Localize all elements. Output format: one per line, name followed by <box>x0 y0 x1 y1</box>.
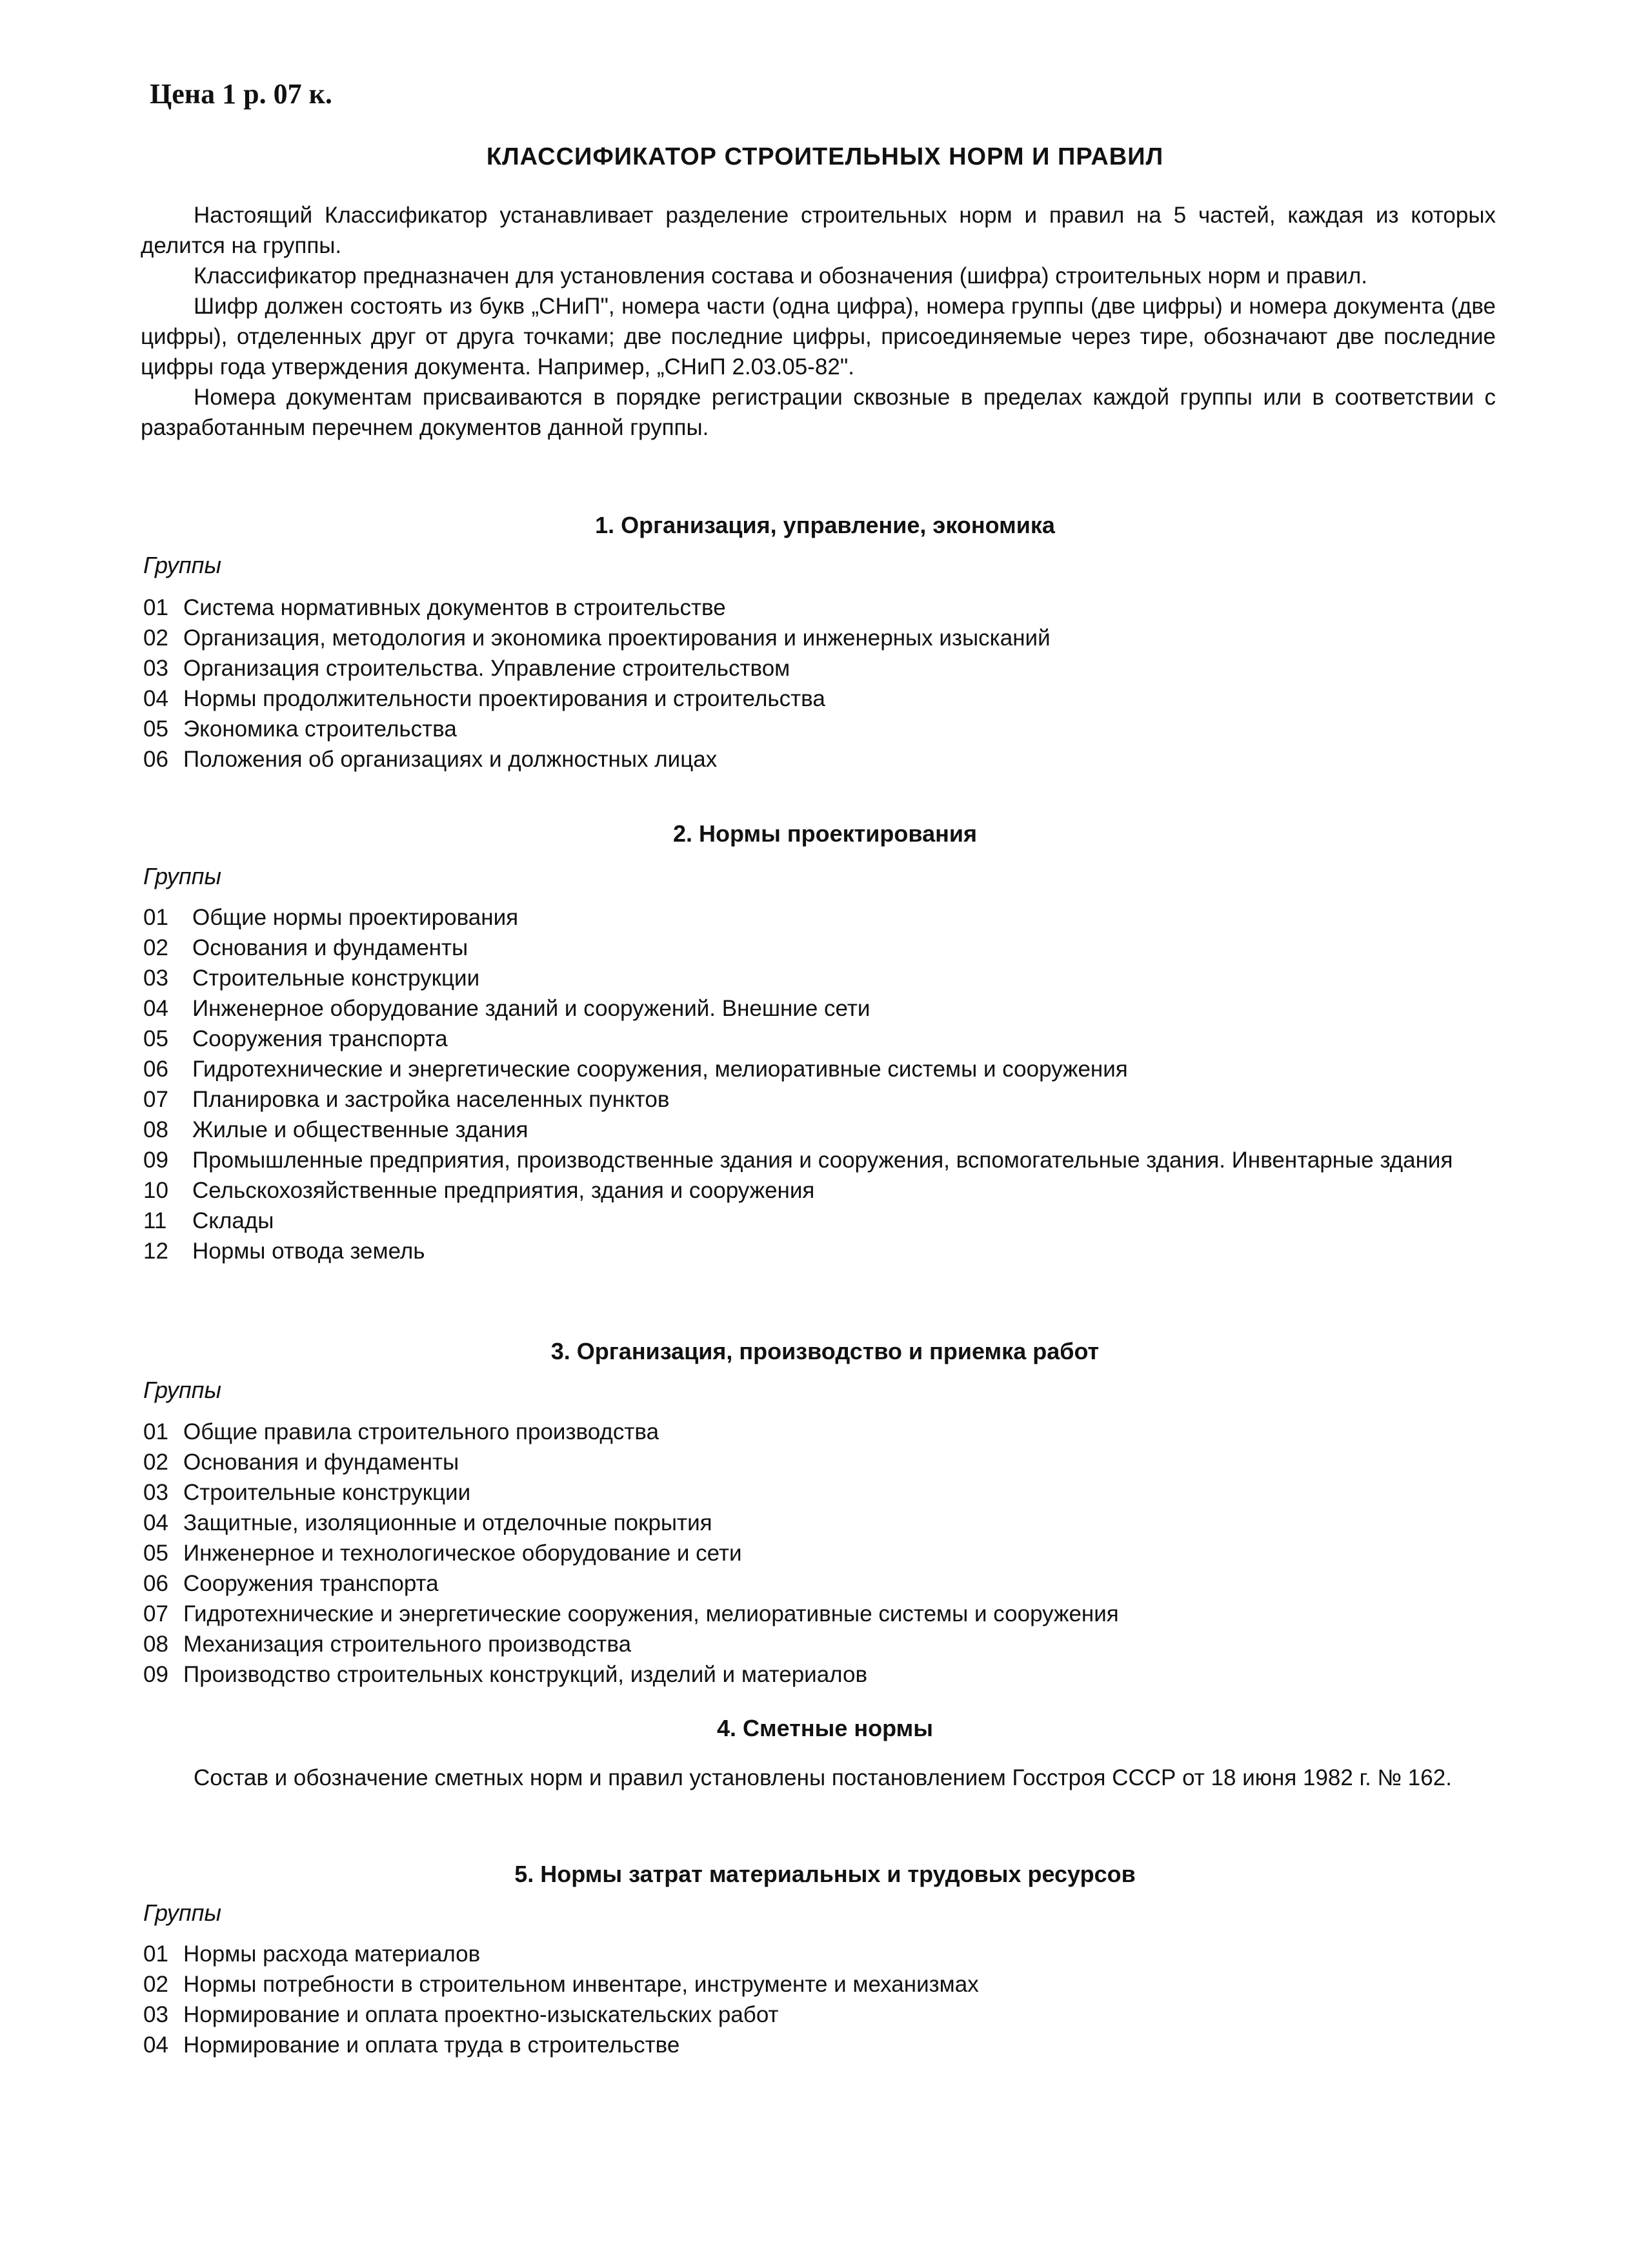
intro-paragraph: Классификатор предназначен для установления состава и обозначения (шифра) строительных норм и правил. <box>194 263 1368 289</box>
group-code: 01 <box>143 595 168 620</box>
group-title: Система нормативных документов в строительстве <box>183 595 726 620</box>
group-title: Экономика строительства <box>183 716 457 742</box>
group-code: 11 <box>143 1208 167 1233</box>
group-title: Основания и фундаменты <box>192 935 468 960</box>
groups-label: Группы <box>143 863 221 889</box>
group-code: 02 <box>143 1450 168 1475</box>
group-title: Склады <box>192 1208 274 1233</box>
estimate-norms-text: Состав и обозначение сметных норм и правил установлены постановлением Госстроя СССР от 18 июня 1982 г. № 162. <box>194 1765 1452 1790</box>
groups-label: Группы <box>143 1899 221 1926</box>
group-code: 08 <box>143 1117 168 1142</box>
group-title: Инженерное оборудование зданий и сооружений. Внешние сети <box>192 996 870 1021</box>
group-item <box>143 1417 1498 1447</box>
group-item <box>143 744 1498 775</box>
group-code: 09 <box>143 1148 168 1173</box>
group-title: Нормы потребности в строительном инвентаре, инструменте и механизмах <box>183 1972 979 1997</box>
group-code: 03 <box>143 1480 168 1505</box>
group-item <box>143 1659 1498 1690</box>
group-code: 06 <box>143 1057 168 1082</box>
group-item <box>143 1206 1498 1236</box>
group-title: Основания и фундаменты <box>183 1450 459 1475</box>
price-label: Цена 1 р. 07 к. <box>150 78 332 110</box>
group-code: 06 <box>143 747 168 772</box>
group-title: Общие правила строительного производства <box>183 1419 659 1444</box>
intro-block <box>141 200 1496 443</box>
group-title: Нормы отвода земель <box>192 1239 425 1264</box>
group-code: 01 <box>143 905 168 930</box>
group-code: 05 <box>143 1026 168 1051</box>
group-code: 01 <box>143 1941 168 1967</box>
group-code: 08 <box>143 1632 168 1657</box>
group-title: Сооружения транспорта <box>183 1571 439 1596</box>
section-heading-4: 4. Сметные нормы <box>717 1715 933 1741</box>
groups-label: Группы <box>143 552 221 578</box>
group-title: Планировка и застройка населенных пунктов <box>192 1087 670 1112</box>
group-title: Механизация строительного производства <box>183 1632 632 1657</box>
group-code: 03 <box>143 966 168 991</box>
group-code: 05 <box>143 716 168 742</box>
group-title: Гидротехнические и энергетические сооружения, мелиоративные системы и сооружения <box>183 1601 1119 1626</box>
group-title: Сооружения транспорта <box>192 1026 448 1051</box>
group-item <box>143 1939 1498 1969</box>
group-title: Нормирование и оплата проектно-изыскательских работ <box>183 2002 779 2027</box>
group-list-section-5 <box>143 1939 1498 2060</box>
group-title: Организация, методология и экономика проектирования и инженерных изысканий <box>183 625 1051 651</box>
group-list-section-1 <box>143 592 1498 775</box>
group-item <box>143 2030 1498 2060</box>
group-code: 03 <box>143 656 168 681</box>
group-list-section-2 <box>143 902 1498 1266</box>
group-item <box>143 1538 1498 1568</box>
group-item <box>143 993 1498 1024</box>
document-title: КЛАССИФИКАТОР СТРОИТЕЛЬНЫХ НОРМ И ПРАВИЛ <box>486 143 1164 170</box>
group-title: Защитные, изоляционные и отделочные покрытия <box>183 1510 712 1535</box>
group-item <box>143 963 1498 993</box>
group-code: 04 <box>143 686 168 711</box>
intro-paragraph: Настоящий Классификатор устанавливает разделение строительных норм и правил на 5 частей, каждая из которых делится на группы. <box>141 203 1496 258</box>
group-item <box>143 1477 1498 1508</box>
group-item <box>143 623 1498 653</box>
group-code: 09 <box>143 1662 168 1687</box>
group-title: Строительные конструкции <box>183 1480 471 1505</box>
group-title: Инженерное и технологическое оборудование и сети <box>183 1541 742 1566</box>
group-title: Сельскохозяйственные предприятия, здания и сооружения <box>192 1178 815 1203</box>
group-item <box>143 653 1498 683</box>
group-item <box>143 2000 1498 2030</box>
group-title: Нормы расхода материалов <box>183 1941 481 1967</box>
group-item <box>143 1236 1498 1266</box>
group-title: Общие нормы проектирования <box>192 905 519 930</box>
group-code: 06 <box>143 1571 168 1596</box>
group-code: 02 <box>143 1972 168 1997</box>
group-title: Жилые и общественные здания <box>192 1117 528 1142</box>
group-code: 04 <box>143 996 168 1021</box>
group-list-section-3 <box>143 1417 1498 1690</box>
group-title: Промышленные предприятия, производственные здания и сооружения, вспомогательные здания. Инвентарные здания <box>192 1148 1453 1173</box>
group-item <box>143 1024 1498 1054</box>
group-item <box>143 1599 1498 1629</box>
group-title: Строительные конструкции <box>192 966 480 991</box>
section-heading-1: 1. Организация, управление, экономика <box>595 512 1055 538</box>
intro-paragraph: Номера документам присваиваются в порядке регистрации сквозные в пределах каждой группы или в соответствии с разработанным перечнем документов данной группы. <box>141 385 1496 440</box>
group-item <box>143 1447 1498 1477</box>
group-item <box>143 1054 1498 1084</box>
section-heading-3: 3. Организация, производство и приемка работ <box>550 1338 1100 1364</box>
group-code: 01 <box>143 1419 168 1444</box>
group-item <box>143 1969 1498 2000</box>
group-title: Положения об организациях и должностных лицах <box>183 747 718 772</box>
group-code: 02 <box>143 625 168 651</box>
section-heading-2: 2. Нормы проектирования <box>673 820 977 847</box>
group-item <box>143 1084 1498 1115</box>
group-item <box>143 1568 1498 1599</box>
group-item <box>143 1115 1498 1145</box>
group-code: 10 <box>143 1178 168 1203</box>
group-title: Нормирование и оплата труда в строительстве <box>183 2032 680 2058</box>
group-code: 02 <box>143 935 168 960</box>
group-item <box>143 592 1498 623</box>
group-item <box>143 1145 1498 1175</box>
group-title: Нормы продолжительности проектирования и строительства <box>183 686 825 711</box>
group-code: 07 <box>143 1601 168 1626</box>
group-item <box>143 1508 1498 1538</box>
group-code: 12 <box>143 1239 168 1264</box>
group-item <box>143 1629 1498 1659</box>
group-item <box>143 902 1498 933</box>
group-code: 04 <box>143 1510 168 1535</box>
group-code: 05 <box>143 1541 168 1566</box>
group-item <box>143 1175 1498 1206</box>
group-code: 07 <box>143 1087 168 1112</box>
group-title: Производство строительных конструкций, изделий и материалов <box>183 1662 868 1687</box>
group-item <box>143 714 1498 744</box>
intro-paragraph: Шифр должен состоять из букв „СНиП", номера части (одна цифра), номера группы (две цифры) и номера документа (две цифры), отделенных друг от друга точками; две последние цифры, присоединяемые через тире, обозначают две последние цифры года утверждения документа. Например, „СНиП 2.03.05-82". <box>141 294 1496 380</box>
group-code: 03 <box>143 2002 168 2027</box>
group-code: 04 <box>143 2032 168 2058</box>
section-heading-5: 5. Нормы затрат материальных и трудовых ресурсов <box>514 1861 1136 1887</box>
group-title: Гидротехнические и энергетические сооружения, мелиоративные системы и сооружения <box>192 1057 1128 1082</box>
group-title: Организация строительства. Управление строительством <box>183 656 790 681</box>
groups-label: Группы <box>143 1377 221 1403</box>
group-item <box>143 683 1498 714</box>
group-item <box>143 933 1498 963</box>
